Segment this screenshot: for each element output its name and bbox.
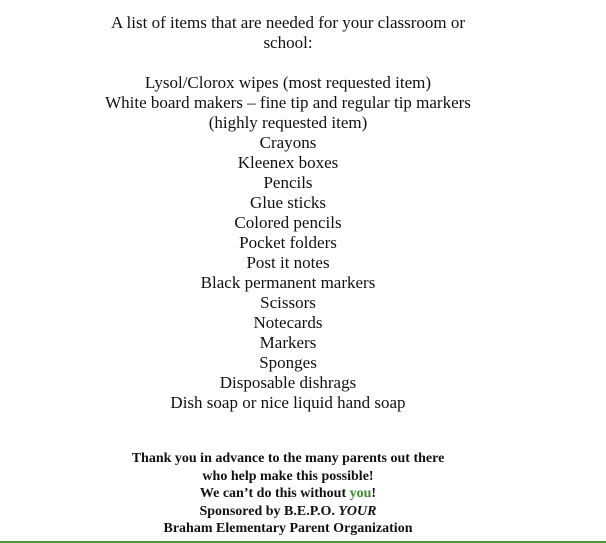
list-item: Notecards <box>253 313 323 332</box>
list-item: Scissors <box>260 293 316 312</box>
emphasis-you: you <box>349 486 372 501</box>
supply-list <box>0 73 576 413</box>
list-item: Glue sticks <box>249 193 327 212</box>
intro-line-2: school: <box>263 33 313 52</box>
sponsor-text: Sponsored by B.E.P.O. <box>199 503 339 519</box>
list-item: Crayons <box>259 133 317 152</box>
footer-line-5: Braham Elementary Parent Organization <box>163 521 413 536</box>
list-item: Pencils <box>263 173 313 192</box>
footer-line-4 <box>0 503 576 521</box>
list-item: Post it notes <box>246 253 330 272</box>
list-item: Markers <box>259 333 317 352</box>
list-item: Dish soap or nice liquid hand soap <box>170 393 406 412</box>
list-item: (highly requested item) <box>208 113 368 132</box>
list-item: Lysol/Clorox wipes (most requested item) <box>144 73 432 92</box>
list-item: White board makers – fine tip and regular tip markers <box>105 93 471 112</box>
footer-line-3-end: ! <box>371 486 377 501</box>
footer-line-1: Thank you in advance to the many parents out there <box>131 451 445 466</box>
footer-line-3 <box>0 485 576 503</box>
intro-line-1: A list of items that are needed for your classroom or <box>110 13 466 32</box>
thank-you-footer <box>0 450 576 538</box>
footer-line-2: who help make this possible! <box>202 468 374 484</box>
emphasis-your: YOUR <box>338 503 377 519</box>
list-item: Sponges <box>259 353 317 372</box>
list-item: Colored pencils <box>234 213 342 232</box>
list-item: Disposable dishrags <box>219 373 357 392</box>
list-item: Black permanent markers <box>200 273 376 292</box>
list-item: Kleenex boxes <box>237 153 339 172</box>
footer-line-3-text: We can’t do this without <box>199 486 350 501</box>
list-item: Pocket folders <box>239 233 337 252</box>
intro-paragraph <box>0 13 576 53</box>
